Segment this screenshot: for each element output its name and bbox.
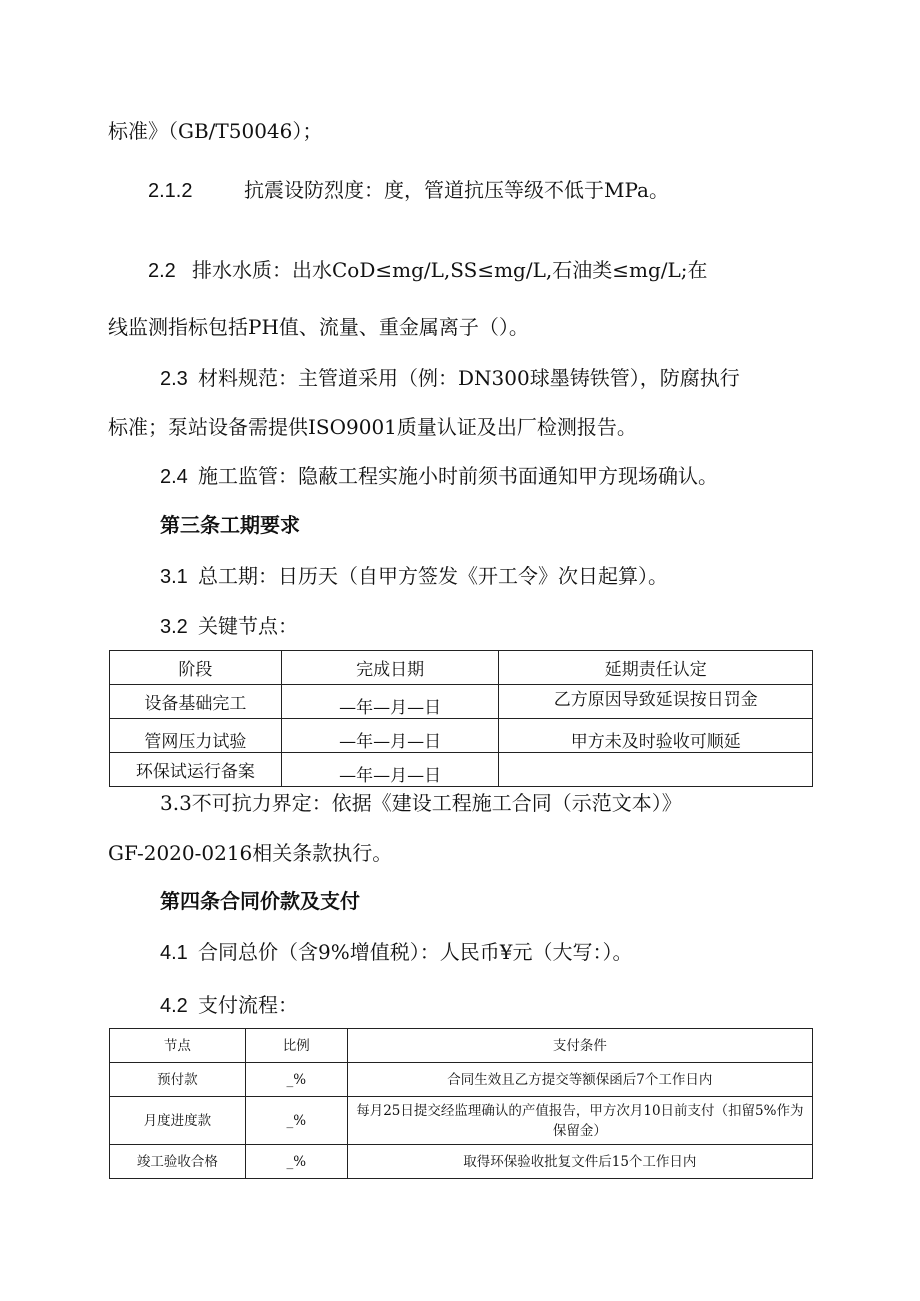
clause-text: 总工期：日历天（自甲方签发《开工令》次日起算）。 <box>198 564 668 588</box>
clause-number: 3.2 <box>160 616 188 638</box>
header-cell: 比例 <box>245 1029 347 1063</box>
header-cell: 支付条件 <box>347 1029 812 1063</box>
clause-2-4 <box>160 463 718 490</box>
table-cell: —年—月—日 <box>281 719 499 753</box>
milestone-table <box>109 650 813 787</box>
header-cell: 延期责任认定 <box>499 651 813 685</box>
payment-table <box>109 1028 813 1179</box>
clause-2-3-continued: 标准；泵站设备需提供ISO9001质量认证及出厂检测报告。 <box>108 415 637 439</box>
table-cell: 环保试运行备案 <box>110 753 282 787</box>
clause-number: 2.4 <box>160 466 188 488</box>
table-cell: 预付款 <box>110 1063 246 1097</box>
clause-2-2-continued: 线监测指标包括PH值、流量、重金属离子（）。 <box>108 315 529 339</box>
table-row <box>110 1063 813 1097</box>
clause-number: 2.3 <box>160 368 188 390</box>
section-heading-3: 第三条工期要求 <box>160 513 300 537</box>
table-cell: 乙方原因导致延误按日罚金 <box>499 685 813 719</box>
table-row <box>110 719 813 753</box>
clause-2-3 <box>160 365 740 392</box>
table-cell: _% <box>245 1145 347 1179</box>
table-cell: —年—月—日 <box>281 753 499 787</box>
clause-text: 施工监管：隐蔽工程实施小时前须书面通知甲方现场确认。 <box>198 464 718 488</box>
table-cell: 每月25日提交经监理确认的产值报告，甲方次月10日前支付（扣留5%作为保留金） <box>347 1097 812 1145</box>
clause-4-1 <box>160 939 632 966</box>
clause-4-2 <box>160 992 298 1019</box>
table-cell: 合同生效且乙方提交等额保函后7个工作日内 <box>347 1063 812 1097</box>
clause-3-3-continued: GF-2020-0216相关条款执行。 <box>108 841 393 865</box>
table-cell: 竣工验收合格 <box>110 1145 246 1179</box>
table-cell <box>499 753 813 787</box>
table-cell: 取得环保验收批复文件后15个工作日内 <box>347 1145 812 1179</box>
table-cell: 设备基础完工 <box>110 685 282 719</box>
table-header-row <box>110 651 813 685</box>
section-heading-4: 第四条合同价款及支付 <box>160 889 360 913</box>
clause-2-2 <box>148 257 708 284</box>
table-row <box>110 685 813 719</box>
clause-text: 合同总价（含9%增值税）：人民币¥元（大写：）。 <box>198 940 633 964</box>
para-standard-tail: 标准》（GB/T50046）； <box>108 119 323 143</box>
clause-3-2 <box>160 613 298 640</box>
table-header-row <box>110 1029 813 1063</box>
clause-number: 4.1 <box>160 942 188 964</box>
clause-text: 抗震设防烈度：度，管道抗压等级不低于MPa。 <box>244 178 669 202</box>
clause-text: 排水水质：出水CoD≤mg/L,SS≤mg/L,石油类≤mg/L;在 <box>192 258 708 282</box>
clause-number: 4.2 <box>160 995 188 1017</box>
clause-number: 3.1 <box>160 566 188 588</box>
header-cell: 完成日期 <box>281 651 499 685</box>
table-cell: —年—月—日 <box>281 685 499 719</box>
table-cell: 月度进度款 <box>110 1097 246 1145</box>
header-cell: 节点 <box>110 1029 246 1063</box>
table-row <box>110 753 813 787</box>
table-row <box>110 1097 813 1145</box>
table-cell: 管网压力试验 <box>110 719 282 753</box>
clause-number: 2.2 <box>148 260 176 282</box>
table-row <box>110 1145 813 1179</box>
clause-text: 关键节点： <box>198 614 298 638</box>
header-cell: 阶段 <box>110 651 282 685</box>
table-cell: _% <box>245 1097 347 1145</box>
clause-2-1-2 <box>148 177 669 204</box>
clause-3-1 <box>160 563 668 590</box>
clause-3-3: 3.3不可抗力界定：依据《建设工程施工合同（示范文本）》 <box>160 791 682 815</box>
clause-text: 支付流程： <box>198 993 298 1017</box>
clause-number: 2.1.2 <box>148 180 193 202</box>
table-cell: _% <box>245 1063 347 1097</box>
table-cell: 甲方未及时验收可顺延 <box>499 719 813 753</box>
clause-text: 材料规范：主管道采用（例：DN300球墨铸铁管），防腐执行 <box>198 366 740 390</box>
